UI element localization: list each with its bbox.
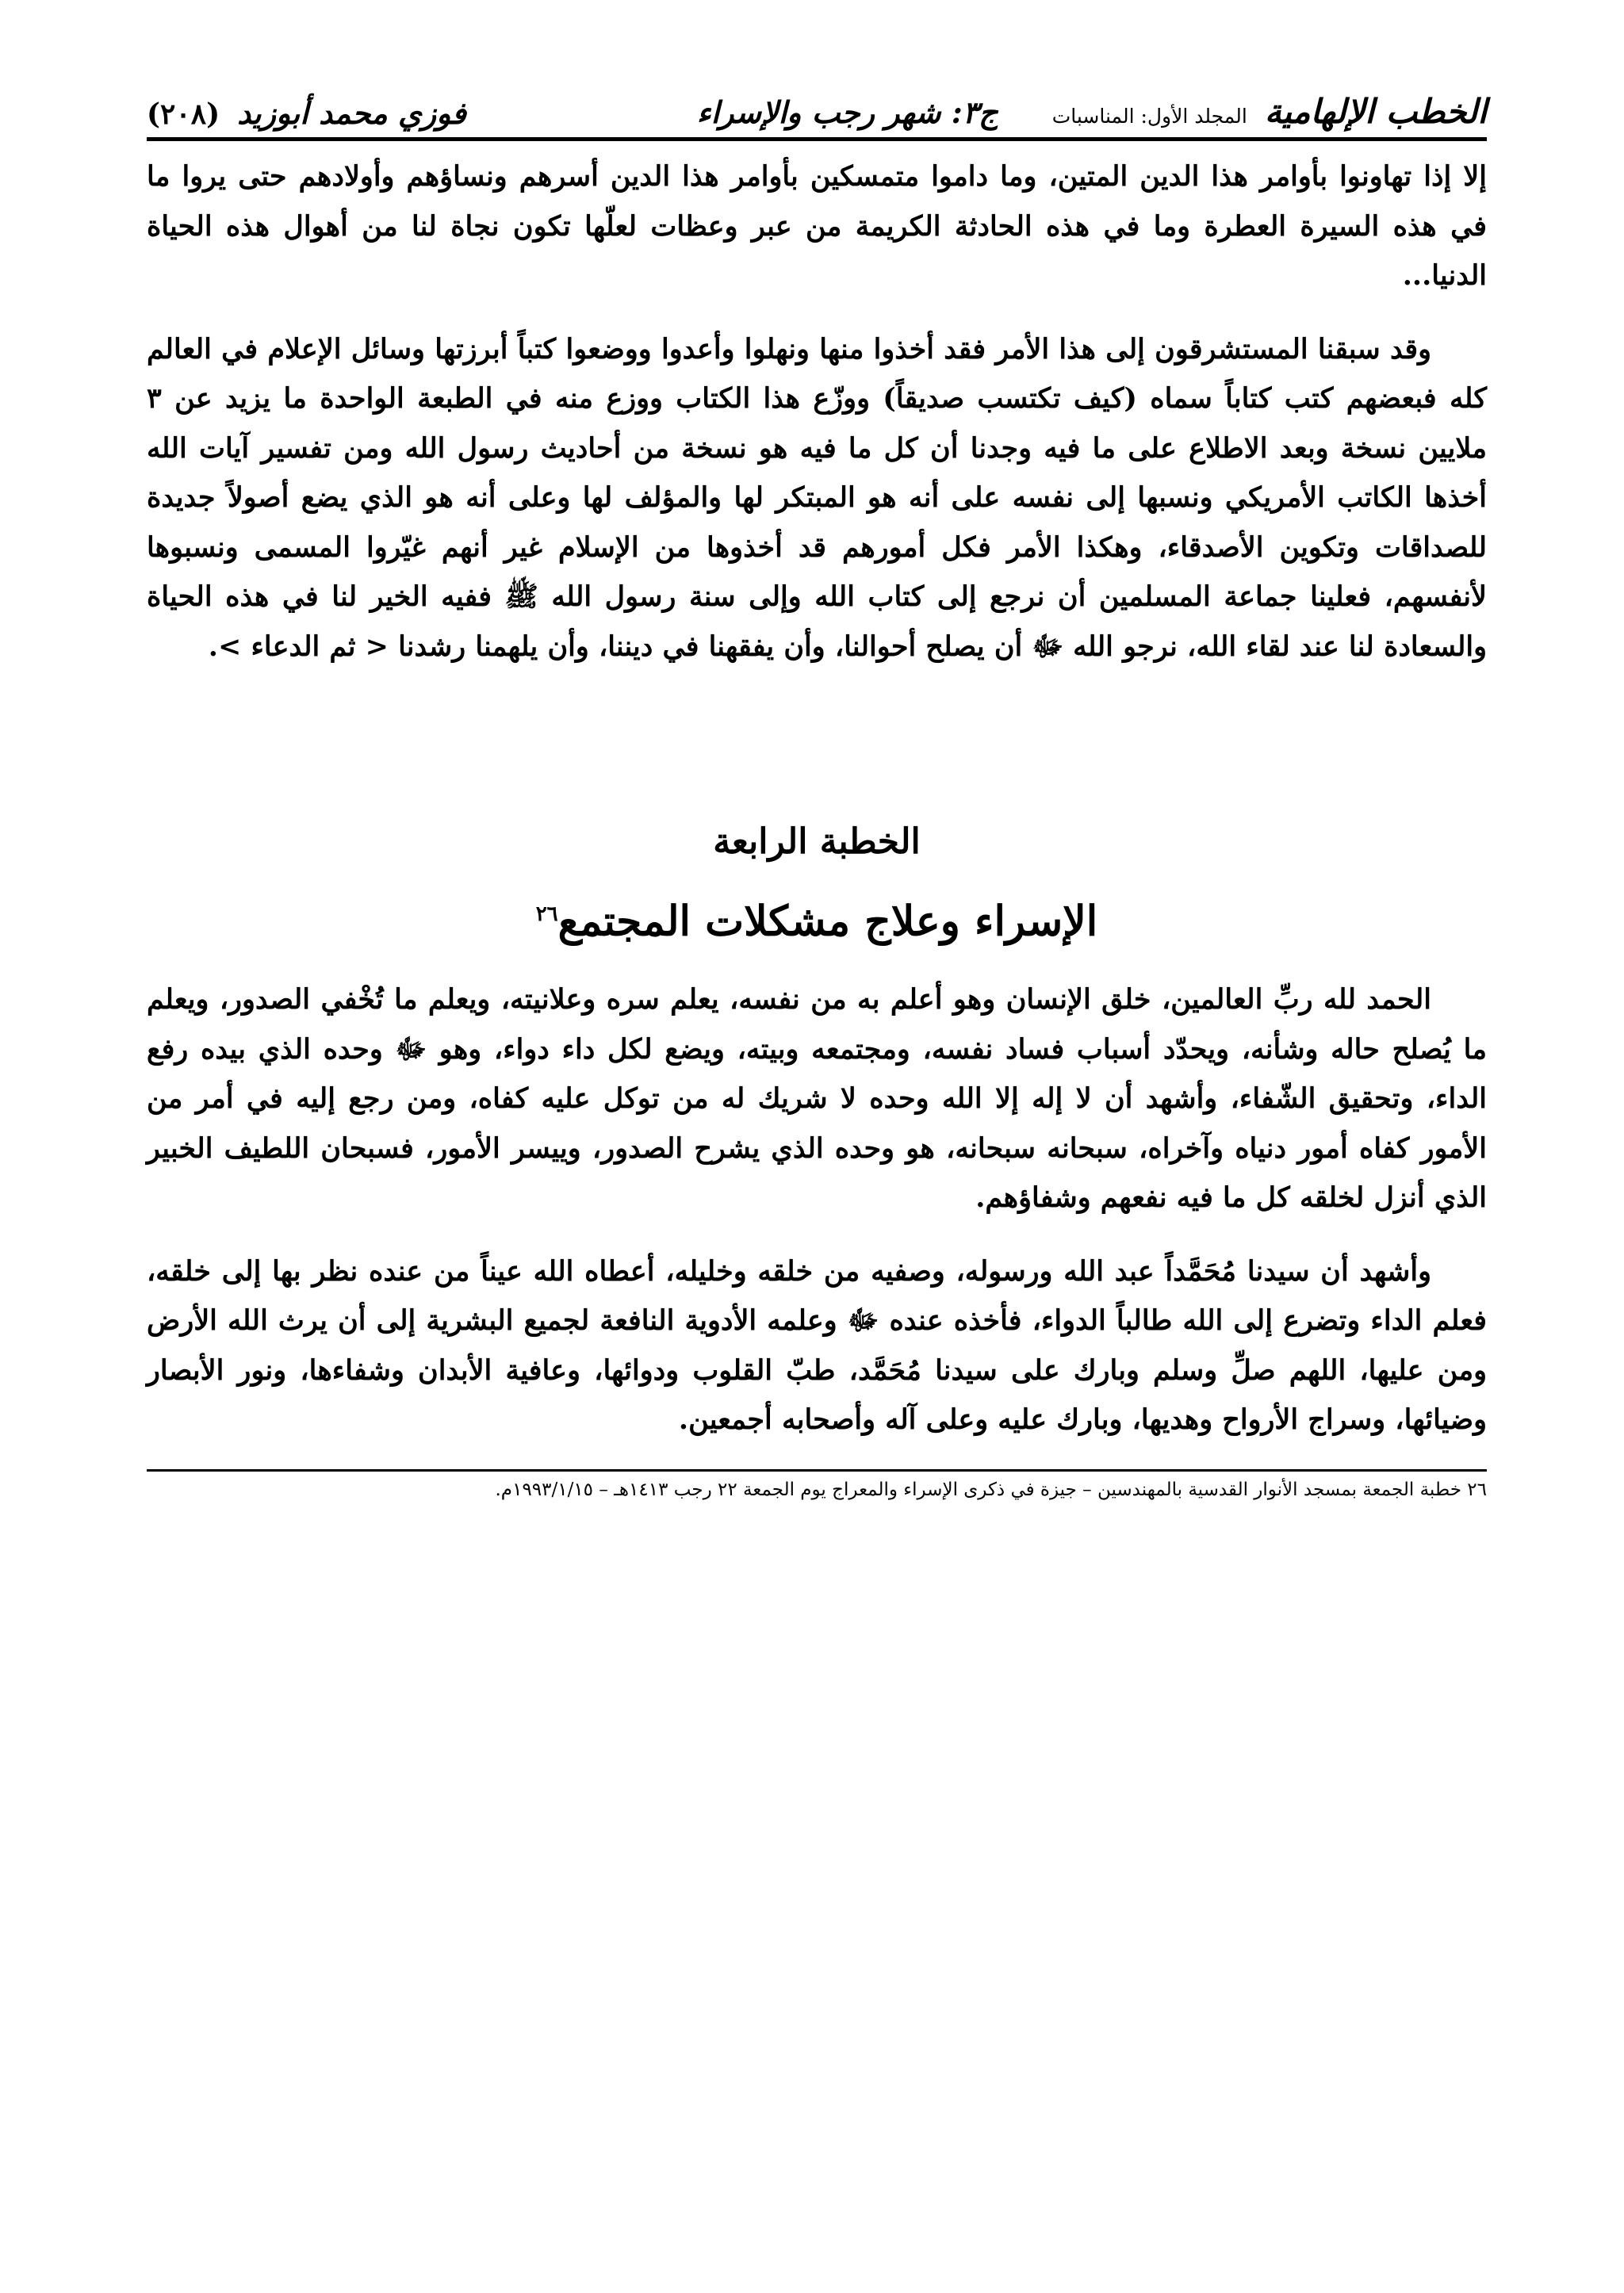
sermon-title — [147, 882, 1487, 953]
main-text — [147, 152, 1487, 1503]
footnote-marker: ٢٦ — [535, 902, 558, 926]
running-header — [147, 87, 1487, 141]
paragraph: وأشهد أن سيدنا مُحَمَّداً عبد الله ورسوله، وصفيه من خلقه وخليله، أعطاه الله عيناً من عنده نظر بها إلى خلقه، فعلم الداء وتضرع إلى الله طالباً الدواء، فأخذه عنده ﷻ وعلمه الأدوية النافعة لجميع البشرية إلى أن يرث الله الأرض ومن عليها، اللهم صلِّ وسلم وبارك على سيدنا مُحَمَّد، طبّ القلوب ودوائها، وعافية الأبدان وشفاءها، ونور الأبصار وضيائها، وسراج الأرواح وهديها، وبارك عليه وعلى آله وأصحابه أجمعين. — [147, 1254, 1487, 1437]
paragraph: وقد سبقنا المستشرقون إلى هذا الأمر فقد أخذوا منها ونهلوا وأعدوا ووضعوا كتباً أبرزتها وسائل الإعلام في العالم كله فبعضهم كتب كتاباً سماه (كيف تكتسب صديقاً) ووزّع هذا الكتاب ووزع منه في الطبعة الواحدة ما يزيد عن ٣ ملايين نسخة وبعد الاطلاع على ما فيه وجدنا أن كل ما فيه هو نسخة من أحاديث رسول الله ومن تفسير آيات الله أخذها الكاتب الأمريكي ونسبها إلى نفسه على أنه هو المبتكر لها والمؤلف لها وعلى أنه هو الذي يضع أصولاً جديدة للصداقات وتكوين الأصدقاء، وهكذا الأمر فكل أمورهم قد أخذوها من الإسلام غير أنهم غيّروا المسمى ونسبوها لأنفسهم، فعلينا جماعة المسلمين أن نرجع إلى كتاب الله وإلى سنة رسول الله ﷺ ففيه الخير لنا في هذه الحياة والسعادة لنا عند لقاء الله، نرجو الله ﷻ أن يصلح أحوالنا، وأن يفقهنا في ديننا، وأن يلهمنا رشدنا < ثم الدعاء >. — [147, 332, 1487, 663]
author-name: فوزي محمد أبوزيد — [237, 95, 466, 131]
book-page — [147, 87, 1487, 2228]
series-title: الخطب الإلهامية — [1264, 92, 1487, 131]
part-label: ج٣: شهر رجب والإسراء — [696, 94, 998, 130]
paragraph: الحمد لله ربِّ العالمين، خلق الإنسان وهو أعلم به من نفسه، يعلم سره وعلانيته، ويعلم ما تُخْفي الصدور، ويعلم ما يُصلح حاله وشأنه، ويحدّد أسباب فساد نفسه، ومجتمعه وبيته، ويضع لكل داء دواء، وهو ﷻ وحده الذي بيده رفع الداء، وتحقيق الشّفاء، وأشهد أن لا إله إلا الله وحده لا شريك له من توكل عليه كفاه، ومن رجع إليه في أمر من الأمور كفاه أمور دنياه وآخراه، سبحانه سبحانه، هو وحده الذي يشرح الصدور، وييسر الأمور، فسبحان اللطيف الخبير الذي أنزل لخلقه كل ما فيه نفعهم وشفاؤهم. — [147, 983, 1487, 1215]
page-number: (٢٠٨) — [147, 98, 220, 131]
sermon-title-text: الإسراء وعلاج مشكلات المجتمع — [557, 897, 1098, 946]
header-right-group — [697, 92, 1487, 131]
footnote-divider — [147, 1469, 1487, 1472]
header-left-group — [147, 95, 466, 131]
volume-label: المجلد الأول: المناسبات — [1051, 105, 1247, 128]
section-gap — [147, 695, 1487, 813]
footnote-text: ٢٦ خطبة الجمعة بمسجد الأنوار القدسية بالمهندسين – جيزة في ذكرى الإسراء والمعراج يوم الجمعة ٢٢ رجب ١٤١٣هـ – ١٩٩٣/١/١٥م. — [495, 1479, 1487, 1500]
sermon-number-heading: الخطبة الرابعة — [713, 821, 921, 862]
paragraph: إلا إذا تهاونوا بأوامر هذا الدين المتين، وما داموا متمسكين بأوامر هذا الدين أسرهم ونساؤهم وأولادهم حتى يروا ما في هذه السيرة العطرة وما في هذه الحادثة الكريمة من عبر وعظات لعلّها تكون نجاة لنا من أهوال هذه الحياة الدنيا... — [147, 160, 1487, 292]
